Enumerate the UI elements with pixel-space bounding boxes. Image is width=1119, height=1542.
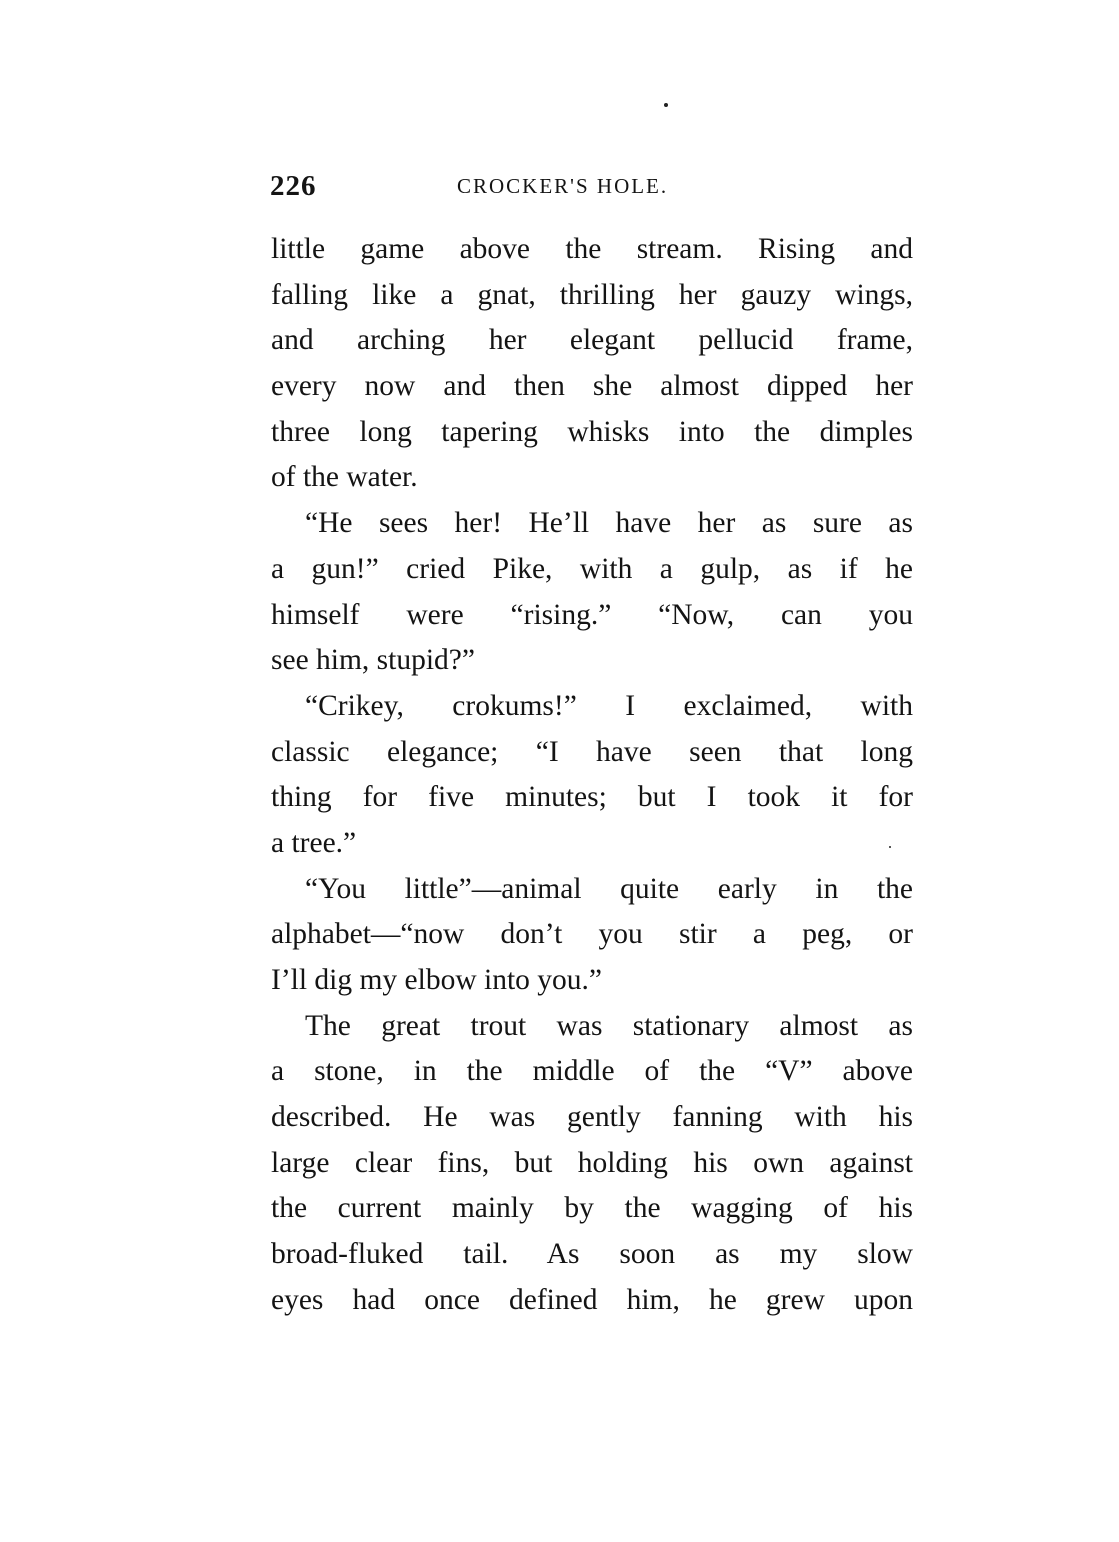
text-line: little game above the stream. Rising and (271, 233, 913, 265)
text-line: of the water. (271, 461, 418, 494)
text-line: himself were “rising.” “Now, can you (271, 598, 913, 631)
running-title: CROCKER'S HOLE. (457, 174, 669, 198)
text-line: a gun!” cried Pike, with a gulp, as if he (271, 552, 913, 585)
text-line: the current mainly by the wagging of his (271, 1192, 913, 1225)
text-line: “You little”—animal quite early in the (305, 872, 913, 905)
text-line: classic elegance; “I have seen that long (271, 735, 913, 768)
text-line: “Crikey, crokums!” I exclaimed, with (305, 689, 913, 722)
text-line: see him, stupid?” (271, 644, 475, 677)
text-line: I’ll dig my elbow into you.” (271, 964, 603, 996)
text-line: The great trout was stationary almost as (305, 1009, 913, 1042)
text-line: a stone, in the middle of the “V” above (271, 1055, 913, 1088)
body-text (271, 227, 913, 1324)
text-line: broad-fluked tail. As soon as my slow (271, 1238, 913, 1271)
text-line: thing for five minutes; but I took it for (271, 781, 913, 814)
text-line: three long tapering whisks into the dimples (271, 415, 913, 448)
text-line: every now and then she almost dipped her (271, 370, 913, 403)
text-line: a tree.” (271, 826, 357, 859)
text-line: large clear fins, but holding his own against (271, 1146, 913, 1179)
text-line: alphabet—“now don’t you stir a peg, or (271, 918, 913, 951)
text-line: eyes had once defined him, he grew upon (271, 1283, 913, 1316)
running-head (270, 170, 910, 204)
text-line: falling like a gnat, thrilling her gauzy wings, (271, 278, 913, 311)
text-line: and arching her elegant pellucid frame, (271, 324, 913, 357)
text-line: “He sees her! He’ll have her as sure as (305, 507, 913, 540)
text-line: described. He was gently fanning with his (271, 1101, 913, 1134)
page-number: 226 (270, 170, 317, 202)
ink-speck (664, 103, 668, 107)
